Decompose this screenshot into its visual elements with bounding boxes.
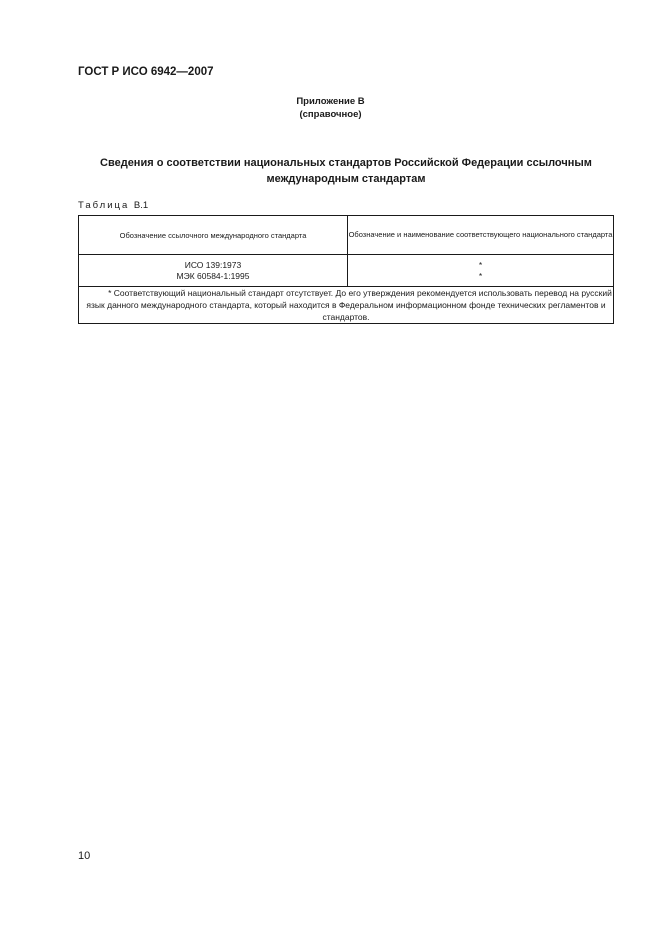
header-national-standard: Обозначение и наименование соответствующего национального стандарта xyxy=(348,216,614,255)
header-international-standard: Обозначение ссылочного международного стандарта xyxy=(79,216,348,255)
intl-standard-item: МЭК 60584-1:1995 xyxy=(176,270,250,281)
page-number: 10 xyxy=(78,850,91,862)
appendix-title xyxy=(0,95,661,121)
national-standard-item: * xyxy=(478,259,483,270)
section-heading-line-1: Сведения о соответствии национальных стандартов Российской Федерации ссылочным xyxy=(100,157,592,169)
table-row xyxy=(79,255,614,287)
section-heading xyxy=(78,155,614,187)
table-footnote-row xyxy=(79,287,614,324)
table-caption-number: В.1 xyxy=(133,200,149,211)
standards-table xyxy=(78,215,614,324)
table-caption xyxy=(78,200,148,211)
document-code: ГОСТ Р ИСО 6942—2007 xyxy=(78,66,214,78)
cell-national-standards xyxy=(348,255,614,287)
table-header-row xyxy=(79,216,614,255)
appendix-type: (справочное) xyxy=(299,109,362,120)
table-footnote-text: * Соответствующий национальный стандарт отсутствует. До его утверждения рекомендуется использовать перевод на русский язык данного международного стандарта, который находится в Федеральном информационном фонде технических регламентов и стандартов. xyxy=(86,288,612,322)
section-heading-line-2: международным стандартам xyxy=(266,173,426,185)
table-footnote-cell xyxy=(79,287,614,324)
national-standard-item: * xyxy=(478,270,483,281)
appendix-label: Приложение В xyxy=(296,96,365,107)
cell-international-standards xyxy=(79,255,348,287)
intl-standard-item: ИСО 139:1973 xyxy=(184,259,242,270)
table-caption-word: Таблица xyxy=(78,200,130,211)
